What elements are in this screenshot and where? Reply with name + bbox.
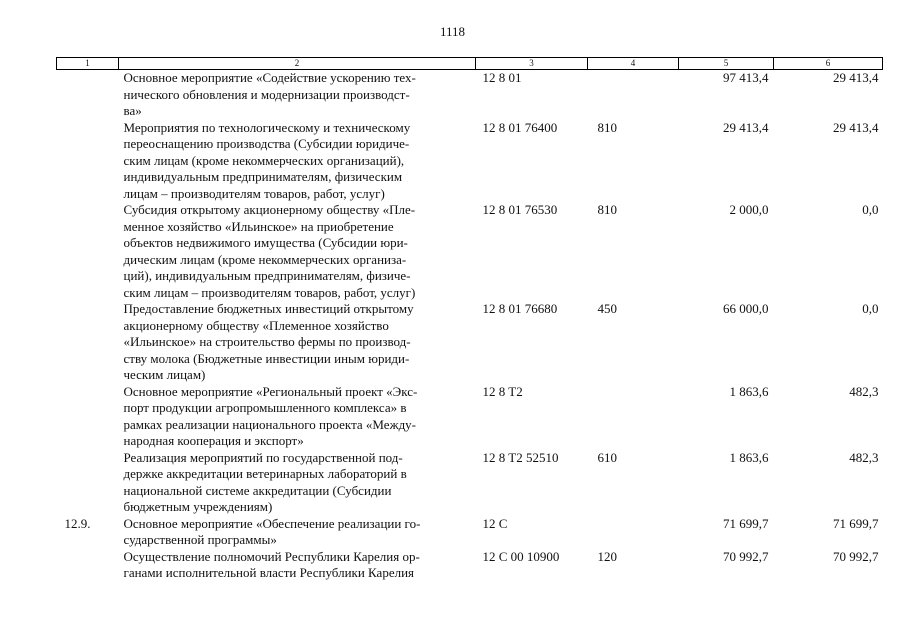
row-target-code: 12 С xyxy=(482,515,508,531)
row-amount-col6: 29 413,4 xyxy=(833,70,879,85)
row-amount-col5: 2 000,0 xyxy=(729,202,769,217)
row-amount-col6: 0,0 xyxy=(862,301,879,316)
row-target-code: 12 8 T2 xyxy=(482,383,523,399)
row-name-line: Субсидия открытому акционерному обществу «Пле- xyxy=(123,202,416,217)
row-name-line: держке аккредитации ветеринарных лабораторий в xyxy=(123,466,407,481)
row-name-line: ческим лицам) xyxy=(123,367,206,382)
table-row xyxy=(57,450,883,516)
row-name-line: Реализация мероприятий по государственной под- xyxy=(123,449,403,465)
row-amount-col6: 71 699,7 xyxy=(833,515,879,531)
row-name-line: сударственной программы» xyxy=(123,532,277,547)
row-amount-col6: 482,3 xyxy=(849,383,879,399)
row-name-line: национальной системе аккредитации (Субсидии xyxy=(123,482,392,498)
row-expense-type: 120 xyxy=(597,548,617,564)
row-name xyxy=(119,516,476,549)
row-expense-type: 810 xyxy=(597,202,617,217)
row-name-line: порт продукции агропромышленного комплекса» в xyxy=(123,400,407,415)
row-expense-type: 810 xyxy=(597,119,617,135)
column-header-6: 6 xyxy=(774,58,883,70)
row-expense-type: 610 xyxy=(597,449,617,465)
row-name xyxy=(119,549,476,582)
row-name xyxy=(119,120,476,203)
table-row xyxy=(57,70,883,120)
row-name-line: ским лицам – производителям товаров, работ, услуг) xyxy=(123,284,416,300)
column-header-3: 3 xyxy=(476,58,588,70)
row-number xyxy=(57,202,119,301)
row-target-code: 12 8 01 xyxy=(482,70,522,85)
row-amount-col6: 482,3 xyxy=(849,449,879,465)
row-amount-col5: 1 863,6 xyxy=(729,449,769,465)
table-row xyxy=(57,549,883,582)
row-target-code: 12 8 T2 52510 xyxy=(482,449,559,465)
row-amount-col6: 29 413,4 xyxy=(833,119,879,135)
row-name-line: Предоставление бюджетных инвестиций открытому xyxy=(123,301,414,316)
row-name xyxy=(119,450,476,516)
row-number xyxy=(57,70,119,120)
row-amount-col6: 0,0 xyxy=(862,202,879,217)
row-number xyxy=(57,301,119,384)
row-name-line: ва» xyxy=(123,103,142,118)
table-row xyxy=(57,516,883,549)
table-row xyxy=(57,120,883,203)
row-target-code: 12 С 00 10900 xyxy=(482,548,560,564)
row-number xyxy=(57,549,119,582)
row-target-code: 12 8 01 76400 xyxy=(482,119,558,135)
row-amount-col5: 1 863,6 xyxy=(729,383,769,399)
row-expense-type xyxy=(588,70,679,120)
row-number: 12.9. xyxy=(64,515,91,531)
column-header-1: 1 xyxy=(57,58,119,70)
column-header-2: 2 xyxy=(119,58,476,70)
row-name-line: индивидуальным предпринимателям, физическим xyxy=(123,169,403,184)
row-amount-col5: 71 699,7 xyxy=(723,515,769,531)
row-amount-col5: 97 413,4 xyxy=(723,70,769,85)
row-number xyxy=(57,384,119,450)
row-name xyxy=(119,70,476,120)
row-name xyxy=(119,384,476,450)
row-name-line: «Ильинское» на строительство фермы по производ- xyxy=(123,334,411,349)
row-name-line: Основное мероприятие «Обеспечение реализации го- xyxy=(123,515,421,531)
row-amount-col5: 29 413,4 xyxy=(723,119,769,135)
row-number xyxy=(57,450,119,516)
row-expense-type xyxy=(588,516,679,549)
row-number xyxy=(57,120,119,203)
row-target-code: 12 8 01 76530 xyxy=(482,202,558,217)
row-name-line: ганами исполнительной власти Республики Карелия xyxy=(123,565,415,580)
row-expense-type xyxy=(588,384,679,450)
row-name xyxy=(119,301,476,384)
row-name-line: рамках реализации национального проекта «Между- xyxy=(123,416,417,432)
row-name-line: объектов недвижимого имущества (Субсидии юри- xyxy=(123,235,408,250)
row-name-line: ству молока (Бюджетные инвестиции иным юриди- xyxy=(123,350,410,366)
row-name-line: акционерному обществу «Племенное хозяйство xyxy=(123,317,389,333)
row-name-line: Основное мероприятие «Содействие ускорению тех- xyxy=(123,70,416,85)
table-row xyxy=(57,301,883,384)
table-row xyxy=(57,202,883,301)
row-name-line: Осуществление полномочий Республики Карелия ор- xyxy=(123,548,420,564)
row-amount-col5: 66 000,0 xyxy=(723,301,769,316)
column-header-4: 4 xyxy=(588,58,679,70)
row-name-line: переоснащению производства (Субсидии юридиче- xyxy=(123,136,410,151)
row-name-line: Основное мероприятие «Региональный проект «Экс- xyxy=(123,383,418,399)
page-number: 1118 xyxy=(439,24,466,39)
row-name-line: народная кооперация и экспорт» xyxy=(123,433,304,448)
budget-table xyxy=(56,57,883,582)
row-name-line: бюджетным учреждениям) xyxy=(123,499,273,514)
row-name-line: нического обновления и модернизации производст- xyxy=(123,86,410,102)
row-expense-type: 450 xyxy=(597,301,617,316)
table-row xyxy=(57,384,883,450)
row-name xyxy=(119,202,476,301)
row-name-line: ским лицам (кроме некоммерческих организаций), xyxy=(123,152,405,168)
row-target-code: 12 8 01 76680 xyxy=(482,301,558,316)
row-name-line: менное хозяйство «Ильинское» на приобретение xyxy=(123,218,394,234)
row-name-line: дическим лицам (кроме некоммерческих организа- xyxy=(123,251,407,267)
row-amount-col6: 70 992,7 xyxy=(833,548,879,564)
column-number-header xyxy=(57,58,883,70)
row-name-line: ций), индивидуальным предпринимателям, физиче- xyxy=(123,268,411,283)
column-header-5: 5 xyxy=(679,58,774,70)
row-name-line: лицам – производителям товаров, работ, услуг) xyxy=(123,185,385,201)
row-amount-col5: 70 992,7 xyxy=(723,548,769,564)
row-name-line: Мероприятия по технологическому и техническому xyxy=(123,119,411,135)
